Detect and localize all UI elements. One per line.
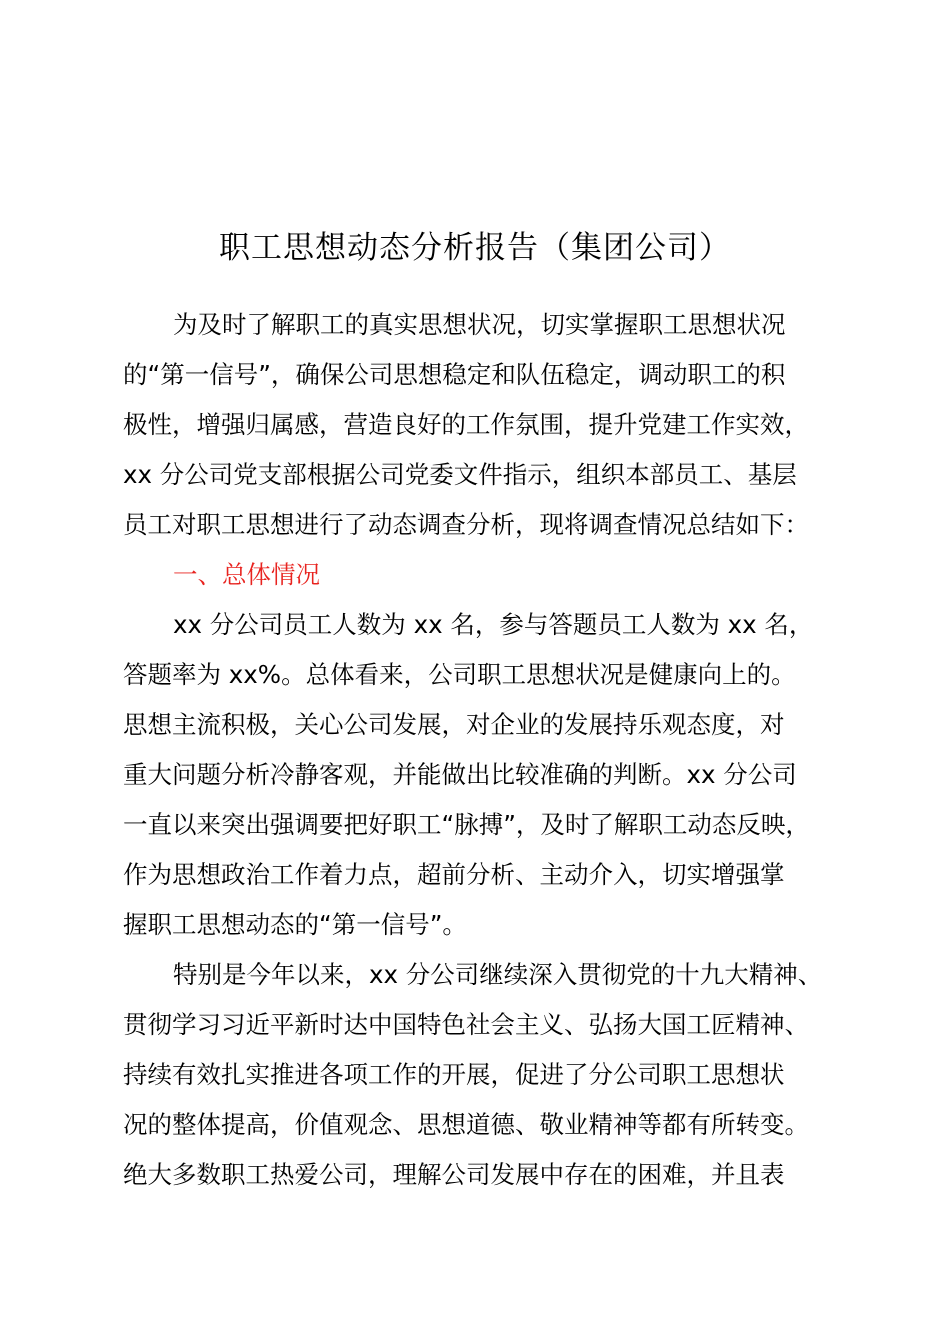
paragraph-3-line-3: 持续有效扎实推进各项工作的开展，促进了分公司职工思想状 [123, 1060, 785, 1089]
paragraph-3-line-4: 况的整体提高，价值观念、思想道德、敬业精神等都有所转变。 [123, 1110, 809, 1139]
paragraph-2-line-5: 一直以来突出强调要把好职工“脉搏”，及时了解职工动态反映， [123, 810, 810, 839]
paragraph-2-line-4: 重大问题分析冷静客观，并能做出比较准确的判断。xx 分公司 [123, 760, 797, 789]
paragraph-1-line-5: 员工对职工思想进行了动态调查分析，现将调查情况总结如下： [123, 510, 809, 539]
paragraph-1-line-1: 为及时了解职工的真实思想状况，切实掌握职工思想状况 [173, 310, 786, 339]
paragraph-2-line-3: 思想主流积极，关心公司发展，对企业的发展持乐观态度，对 [123, 710, 785, 739]
paragraph-1-line-3: 极性，增强归属感，营造良好的工作氛围，提升党建工作实效， [123, 410, 809, 439]
paragraph-1-line-2: 的“第一信号”，确保公司思想稳定和队伍稳定，调动职工的积 [123, 360, 786, 389]
paragraph-3-line-5: 绝大多数职工热爱公司，理解公司发展中存在的困难，并且表 [123, 1160, 785, 1189]
paragraph-2-line-7: 握职工思想动态的“第一信号”。 [123, 910, 467, 939]
document-title: 职工思想动态分析报告（集团公司） [219, 230, 731, 266]
paragraph-3-line-2: 贯彻学习习近平新时达中国特色社会主义、弘扬大国工匠精神、 [123, 1010, 809, 1039]
paragraph-2-line-1: xx 分公司员工人数为 xx 名，参与答题员工人数为 xx 名， [173, 610, 814, 639]
paragraph-2-line-2: 答题率为 xx%。总体看来，公司职工思想状况是健康向上的。 [123, 660, 796, 689]
paragraph-2-line-6: 作为思想政治工作着力点，超前分析、主动介入，切实增强掌 [123, 860, 785, 889]
paragraph-3-line-1: 特别是今年以来，xx 分公司继续深入贯彻党的十九大精神、 [173, 960, 823, 989]
section-heading-overview: 一、总体情况 [173, 560, 320, 589]
paragraph-1-line-4: xx 分公司党支部根据公司党委文件指示，组织本部员工、基层 [123, 460, 797, 489]
